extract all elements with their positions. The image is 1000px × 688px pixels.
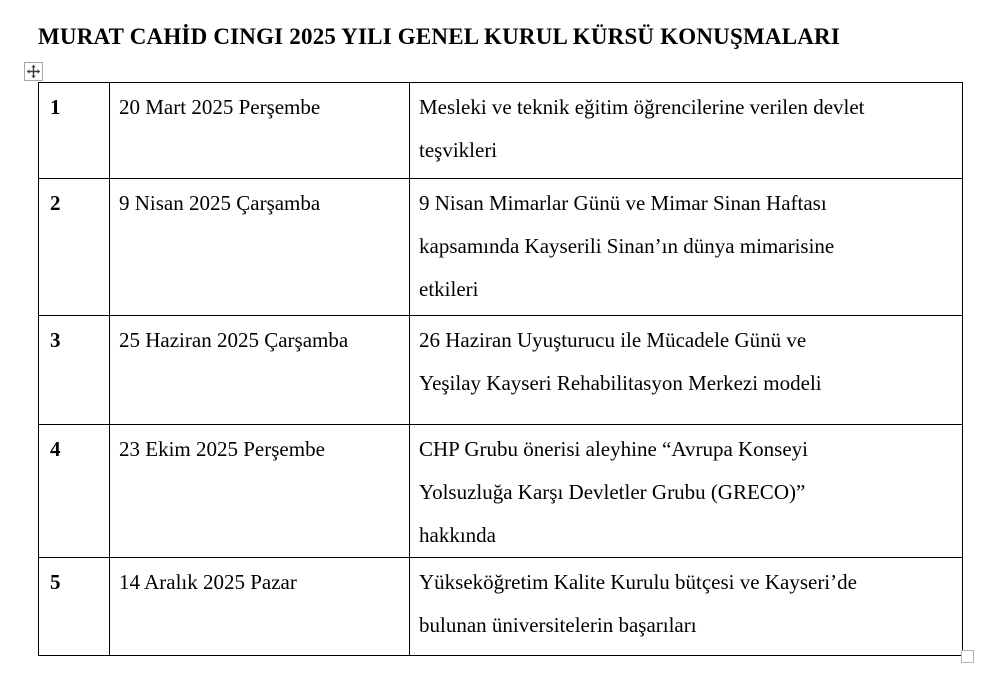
- row-number-cell: 3: [39, 316, 110, 425]
- topic-cell: [410, 83, 963, 179]
- topic-line: kapsamında Kayserili Sinan’ın dünya mimarisine: [419, 234, 835, 258]
- date-cell: [110, 558, 410, 656]
- topic-line: Yolsuzluğa Karşı Devletler Grubu (GRECO)”: [419, 480, 806, 504]
- date-text: 14 Aralık 2025 Pazar: [119, 570, 297, 594]
- row-number-cell: 5: [39, 558, 110, 656]
- date-text: 20 Mart 2025 Perşembe: [119, 95, 321, 119]
- topic-line: 26 Haziran Uyuşturucu ile Mücadele Günü ve: [419, 328, 807, 352]
- row-number-cell: 2: [39, 179, 110, 316]
- date-cell: [110, 425, 410, 558]
- date-text: 9 Nisan 2025 Çarşamba: [119, 191, 321, 215]
- topic-line: etkileri: [419, 277, 479, 301]
- date-cell: [110, 83, 410, 179]
- date-text: 25 Haziran 2025 Çarşamba: [119, 328, 349, 352]
- page-title: MURAT CAHİD CINGI 2025 YILI GENEL KURUL KÜRSÜ KONUŞMALARI: [38, 24, 841, 49]
- table-row: [39, 83, 963, 179]
- topic-cell: [410, 179, 963, 316]
- topic-line: bulunan üniversitelerin başarıları: [419, 613, 697, 637]
- topic-line: CHP Grubu önerisi aleyhine “Avrupa Konseyi: [419, 437, 809, 461]
- date-cell: [110, 179, 410, 316]
- table-row: [39, 425, 963, 558]
- row-number-cell: 1: [39, 83, 110, 179]
- topic-line: hakkında: [419, 523, 496, 547]
- topic-cell: [410, 425, 963, 558]
- topic-line: Yükseköğretim Kalite Kurulu bütçesi ve Kayseri’de: [419, 570, 857, 594]
- date-cell: [110, 316, 410, 425]
- topic-line: teşvikleri: [419, 138, 498, 162]
- table-resize-handle[interactable]: [961, 650, 974, 663]
- topic-cell: [410, 558, 963, 656]
- topic-line: Mesleki ve teknik eğitim öğrencilerine verilen devlet: [419, 95, 865, 119]
- table-move-handle[interactable]: [24, 62, 43, 81]
- table-row: [39, 316, 963, 425]
- move-cross-icon: [26, 64, 41, 79]
- topic-line: 9 Nisan Mimarlar Günü ve Mimar Sinan Haftası: [419, 191, 827, 215]
- table-row: [39, 558, 963, 656]
- date-text: 23 Ekim 2025 Perşembe: [119, 437, 325, 461]
- topic-cell: [410, 316, 963, 425]
- speech-schedule-table: [38, 82, 963, 656]
- table-row: [39, 179, 963, 316]
- topic-line: Yeşilay Kayseri Rehabilitasyon Merkezi modeli: [419, 371, 822, 395]
- row-number-cell: 4: [39, 425, 110, 558]
